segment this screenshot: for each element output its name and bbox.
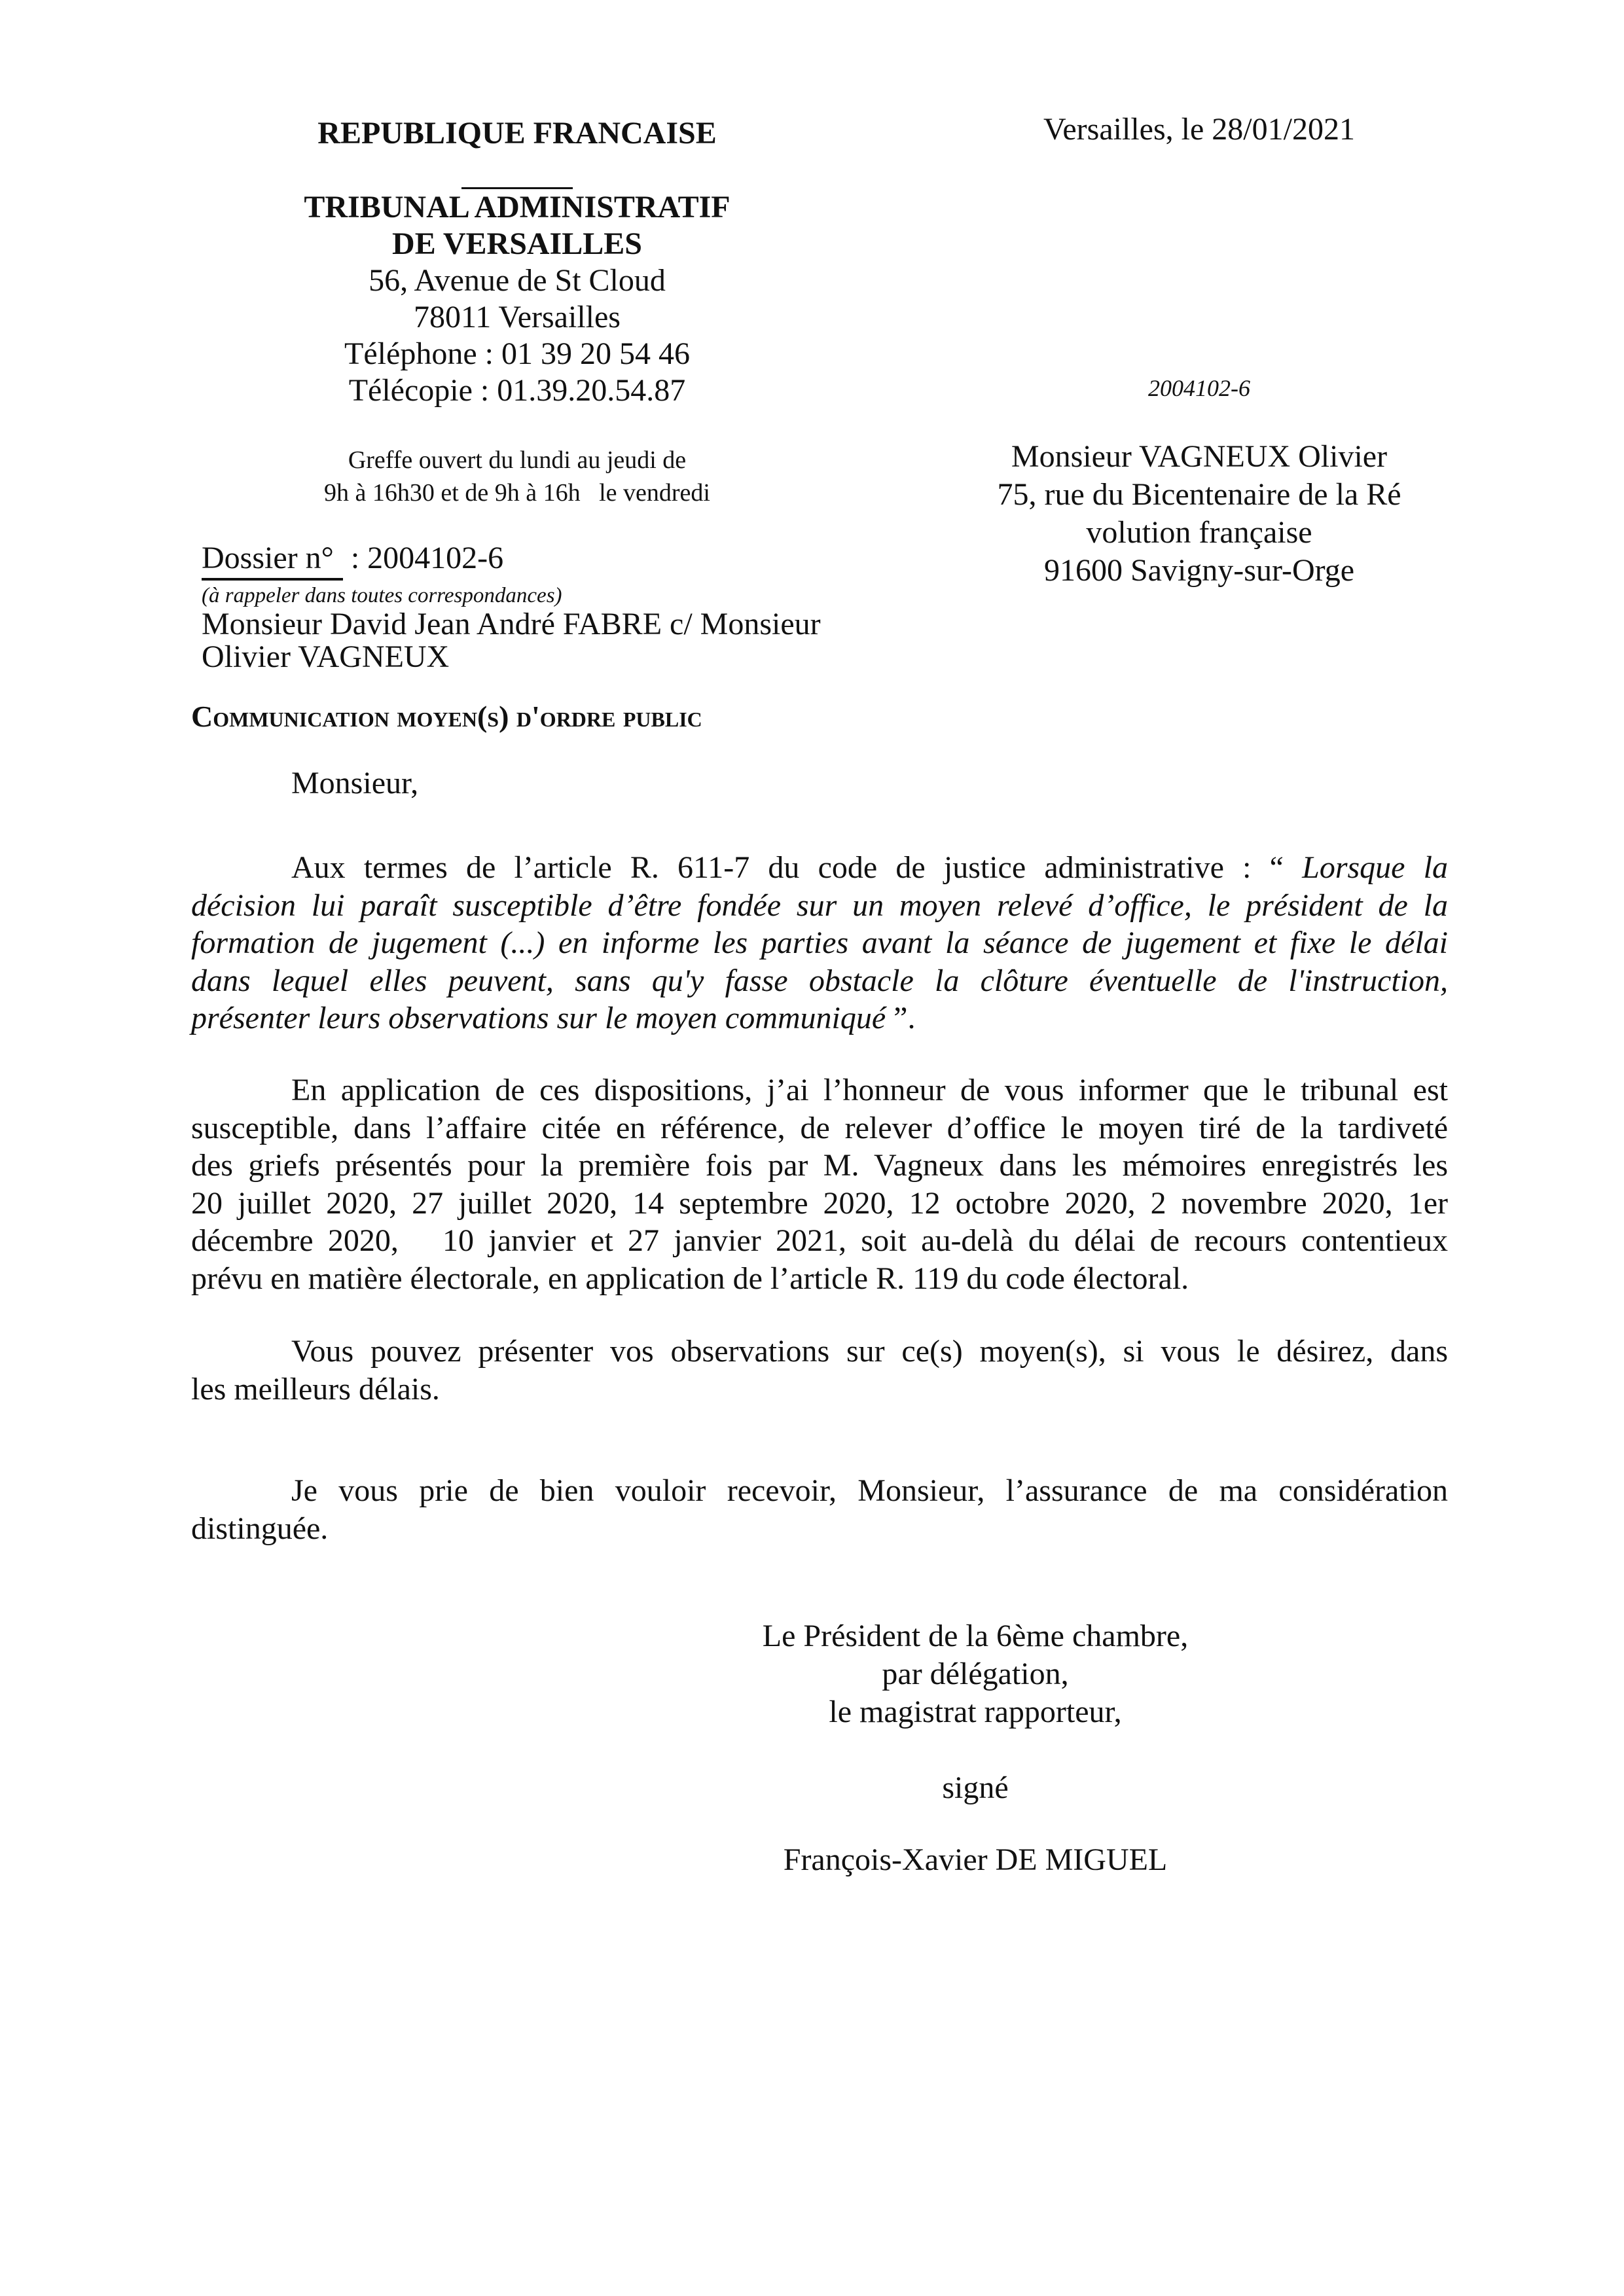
dossier-note: (à rappeler dans toutes correspondances) [202,584,562,607]
signature-title-line1: Le Président de la 6ème chambre, [762,1619,1189,1653]
signature-name: François-Xavier DE MIGUEL [783,1842,1168,1877]
paragraph-line: les meilleurs délais. [191,1371,440,1407]
paragraph-line: décision lui paraît susceptible d’être fondée sur un moyen relevé d’office, le président de la [191,888,1448,923]
signature-title-line3: le magistrat rapporteur, [829,1695,1122,1729]
greffe-hours [190,444,844,509]
paragraph-line: Vous pouvez présenter vos observations sur ce(s) moyen(s), si vous le désirez, dans [291,1334,1448,1369]
divider-line [461,152,573,189]
case-reference: 2004102-6 [1148,375,1250,401]
paragraph-line: susceptible, dans l’affaire citée en référence, de relever d’office le moyen tiré de la tardiveté [191,1110,1448,1145]
letterhead-divider [190,152,844,189]
paragraph-line [191,999,1448,1037]
paragraph-line: 20 juillet 2020, 27 juillet 2020, 14 septembre 2020, 12 octobre 2020, 2 novembre 2020, 1er [191,1185,1448,1221]
dossier-label: Dossier n° [202,539,343,581]
paragraph-line: décembre 2020, 10 janvier et 27 janvier 2021, soit au-delà du délai de recours contentieux [191,1223,1448,1258]
signature-title-line2: par délégation, [882,1657,1069,1691]
dossier-number: : 2004102-6 [342,541,504,575]
letterhead-court-line2: DE VERSAILLES [392,226,642,261]
dossier-block [202,539,1118,673]
letterhead-address-line1: 56, Avenue de St Cloud [369,263,666,298]
letterhead-phone: Téléphone : 01 39 20 54 46 [344,336,690,371]
signature-signed-mention: signé [942,1770,1009,1805]
recipient-city: 91600 Savigny-sur-Orge [1043,553,1355,588]
paragraph-2 [191,1071,1448,1297]
paragraph-line: En application de ces dispositions, j’ai l’honneur de vous informer que le tribunal est [291,1073,1448,1107]
letterhead-address-line2: 78011 Versailles [414,300,621,334]
dossier-number-line [202,539,1118,581]
paragraph-line: des griefs présentés pour la première fois par M. Vagneux dans les mémoires enregistrés les [191,1148,1448,1183]
quote-segment: Lorsque la [1302,850,1448,885]
paragraph-4 [191,1472,1448,1547]
dossier-parties-line2: Olivier VAGNEUX [202,639,450,674]
signature-block [648,1617,1303,1879]
recipient-street-line2: volution française [1086,515,1312,550]
paragraph-line: formation de jugement (...) en informe les parties avant la séance de jugement et fixe le délai [191,925,1448,960]
paragraph-line: prévu en matière électorale, en application de l’article R. 119 du code électoral. [191,1261,1189,1296]
recipient-street-line1: 75, rue du Bicentenaire de la Ré [997,477,1401,512]
paragraph-1 [191,849,1448,1037]
paragraph-line [191,849,1448,887]
salutation: Monsieur, [291,766,419,800]
paragraph-line: Je vous prie de bien vouloir recevoir, Monsieur, l’assurance de ma considération [291,1473,1448,1508]
greffe-hours-line1: Greffe ouvert du lundi au jeudi de [348,446,687,474]
paragraph-line: dans lequel elles peuvent, sans qu'y fasse obstacle la clôture éventuelle de l'instruction, [191,963,1448,998]
city-date: Versailles, le 28/01/2021 [1043,112,1355,147]
letterhead-court-line1: TRIBUNAL ADMINISTRATIF [304,190,731,224]
paragraph-3 [191,1333,1448,1408]
text-segment: ”. [886,1001,916,1035]
quote-segment: présenter leurs observations sur le moyen communiqué [191,1001,886,1035]
letterhead-fax: Télécopie : 01.39.20.54.87 [348,373,686,408]
greffe-hours-line2: 9h à 16h30 et de 9h à 16h le vendredi [324,479,710,507]
letterhead [190,115,844,409]
subject-line: Communication moyen(s) d'ordre public [191,700,702,733]
text-segment: Aux termes de l’article R. 611-7 du code de justice administrative : “ [291,850,1303,885]
letterhead-republic: REPUBLIQUE FRANCAISE [317,116,717,151]
recipient-name: Monsieur VAGNEUX Olivier [1011,439,1388,474]
paragraph-line: distinguée. [191,1511,329,1546]
dossier-parties-line1: Monsieur David Jean André FABRE c/ Monsieur [202,607,821,641]
